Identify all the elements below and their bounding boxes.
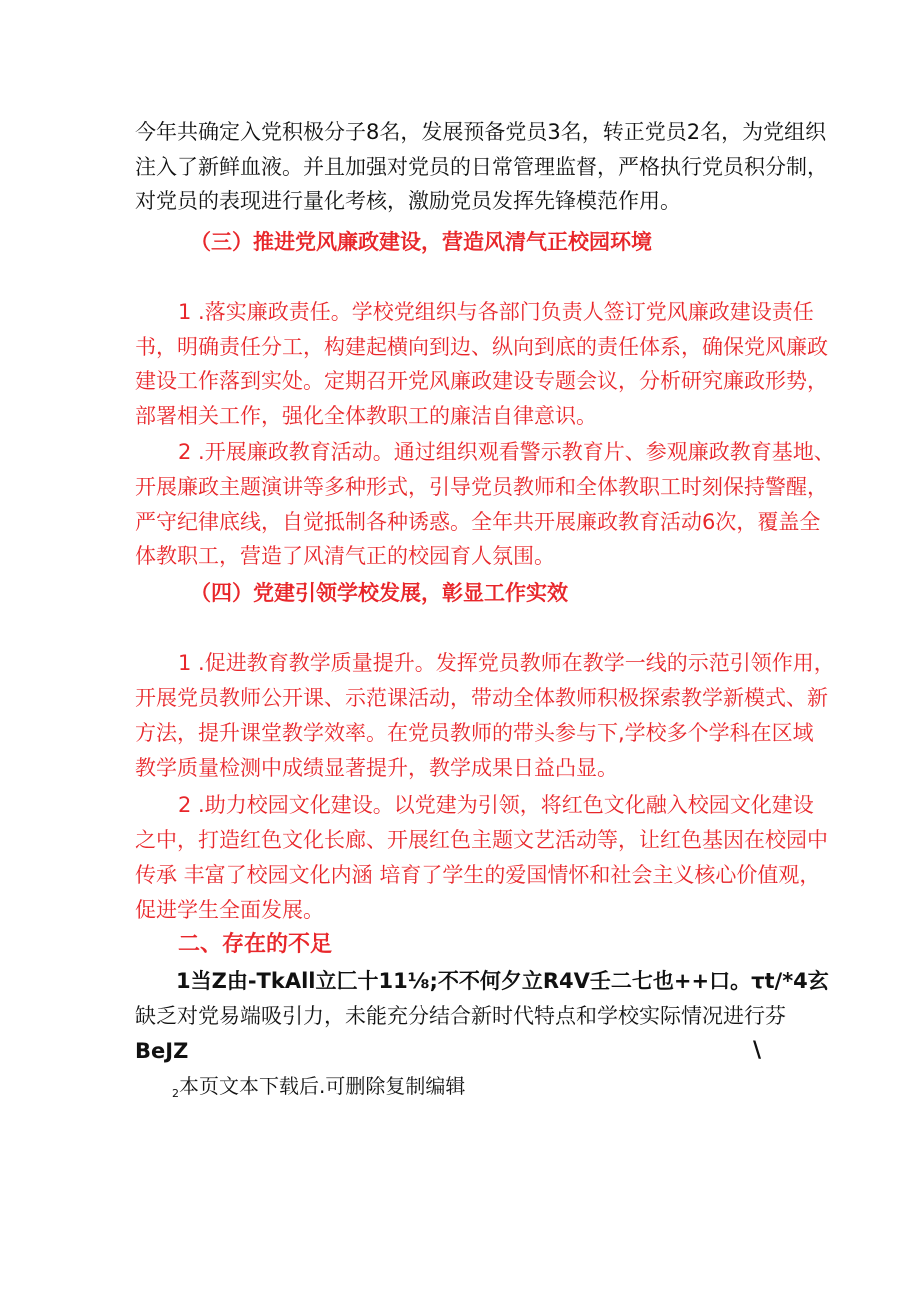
section4-item1-line: 1 .促进教育教学质量提升。发挥党员教师在教学一线的示范引领作用， — [178, 651, 835, 675]
section3-item1-line: 建设工作落到实处。定期召开党风廉政建设专题会议，分析研究廉政形势， — [135, 369, 828, 393]
section3-item1-line: 书，明确责任分工，构建起横向到边、纵向到底的责任体系，确保党风廉政 — [135, 335, 828, 359]
section4-item2-line: 2 .助力校园文化建设。以党建为引领，将红色文化融入校园文化建设 — [178, 793, 814, 817]
section3-item2-line: 开展廉政主题演讲等多种形式，引导党员教师和全体教职工时刻保持警醒， — [135, 475, 828, 499]
note-text: 本页文本下载后.可删除复制编辑 — [179, 1074, 466, 1098]
section3-item1-line: 1 .落实廉政责任。学校党组织与各部门负责人签订党风廉政建设责任 — [178, 300, 814, 324]
paragraph-line: 对党员的表现进行量化考核，激励党员发挥先锋模范作用。 — [135, 189, 681, 213]
section3-heading: （三）推进党风廉政建设，营造风清气正校园环境 — [190, 230, 652, 254]
paragraph-line: 注入了新鲜血液。并且加强对党员的日常管理监督，严格执行党员积分制， — [135, 155, 828, 179]
section4-item2-line: 传承 丰富了校园文化内涵 培育了学生的爱国情怀和社会主义核心价值观， — [135, 863, 821, 887]
backslash-mark: \ — [753, 1038, 762, 1063]
section4-item1-line: 开展党员教师公开课、示范课活动，带动全体教师积极探索教学新模式、新 — [135, 686, 828, 710]
section4-item1-line: 教学质量检测中成绩显著提升，教学成果日益凸显。 — [135, 756, 618, 780]
section3-item2-line: 严守纪律底线，自觉抵制各种诱惑。全年共开展廉政教育活动6次，覆盖全 — [135, 510, 821, 534]
section4-item1-line: 方法，提升课堂教学效率。在党员教师的带头参与下,学校多个学科在区域 — [135, 721, 814, 745]
section3-item1-line: 部署相关工作，强化全体教职工的廉洁自律意识。 — [135, 404, 597, 428]
section4-heading: （四）党建引领学校发展，彰显工作实效 — [190, 581, 568, 605]
section4-item2-line: 促进学生全面发展。 — [135, 898, 324, 922]
paragraph-line: 今年共确定入党积极分子8名，发展预备党员3名，转正党员2名，为党组织 — [135, 120, 827, 144]
section3-item2-line: 2 .开展廉政教育活动。通过组织观看警示教育片、参观廉政教育基地、 — [178, 440, 835, 464]
garbled-fragment: BeJZ — [135, 1039, 189, 1063]
note-subscript: 2 — [172, 1087, 179, 1100]
section4-item2-line: 之中，打造红色文化长廊、开展红色主题文艺活动等，让红色基因在校园中 — [135, 828, 828, 852]
section3-item2-line: 体教职工，营造了风清气正的校园育人氛围。 — [135, 544, 555, 568]
paragraph-line: 缺乏对党易端吸引力，未能充分结合新时代特点和学校实际情况进行芬 — [135, 1004, 786, 1028]
download-note — [172, 1071, 465, 1109]
garbled-text-line: 1当Z由-TkAll立匚十11⅛;不不何夕立R4V壬二七也++口。τt/*4玄 — [176, 969, 829, 993]
shortcomings-heading: 二、存在的不足 — [178, 932, 333, 957]
